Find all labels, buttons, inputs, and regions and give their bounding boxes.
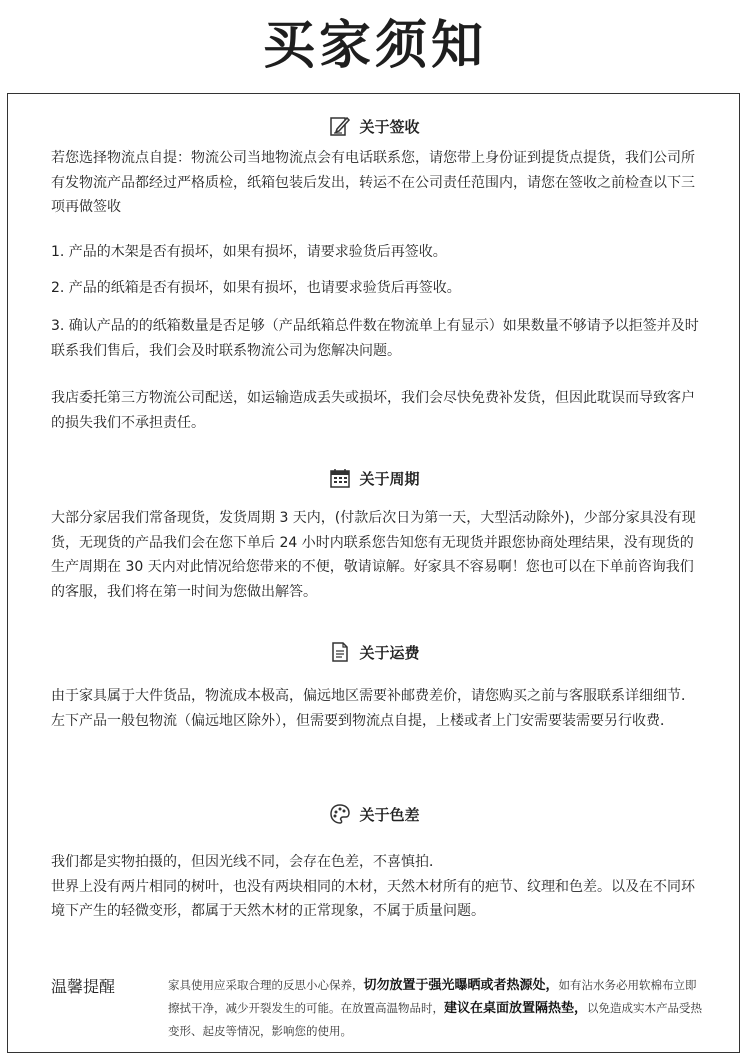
section-heading-receipt (8, 114, 741, 138)
section-title: 关于周期 (359, 469, 420, 488)
list-item (51, 240, 706, 265)
paragraph: 由于家具属于大件货品，物流成本极高，偏远地区需要补邮费差价，请您购买之前与客服联系详细细节．左下产品一般包物流（偏远地区除外），但需要到物流点自提，上楼或者上门安需要装需要另行收费． (51, 688, 695, 729)
paragraph: 若您选择物流点自提：物流公司当地物流点会有电话联系您，请您带上身份证到提货点提货，我们公司所有发物流产品都经过严格质检，纸箱包装后发出，转运不在公司责任范围内，请您在签收之前检查以下三项再做签收 (51, 150, 695, 215)
tip-bold-part: 切勿放置于强光曝晒或者热源处， (363, 978, 559, 993)
tip-text (168, 974, 706, 1042)
section-title: 关于色差 (359, 805, 420, 824)
paragraph: 1. 产品的木架是否有损坏，如果有损坏，请要求验货后再签收。 (51, 244, 447, 260)
notice-box (7, 93, 740, 1053)
list-item (51, 314, 706, 363)
section-body-color (51, 850, 706, 924)
paragraph: 大部分家居我们常备现货，发货周期 3 天内，(付款后次日为第一天，大型活动除外)，少部分家具没有现货，无现货的产品我们会在您下单后 24 小时内联系您告知您有无现货并跟您协商处理结果，没有现货的生产周期在 30 天内对此情况给您带来的不便，敬请谅解。好家具不容易啊！您也可以在下单前咨询我们的客服，我们将在第一时间为您做出解答。 (51, 510, 696, 600)
section-title: 关于签收 (359, 117, 420, 136)
section-heading-cycle (8, 466, 741, 490)
section-body-receipt (51, 146, 706, 220)
paragraph: 世界上没有两片相同的树叶，也没有两块相同的木材，天然木材所有的疤节、纹理和色差。以及在不同环境下产生的轻微变形，都属于天然木材的正常现象，不属于质量问题。 (51, 878, 695, 919)
pen-sign-icon (329, 115, 351, 137)
document-icon (329, 641, 351, 663)
tip-label: 温馨提醒 (51, 977, 116, 996)
tip-bold-part: 建议在桌面放置隔热垫， (444, 1001, 588, 1016)
calendar-icon (329, 467, 351, 489)
tip-text-part: 家具使用应采取合理的反思小心保养， (168, 978, 364, 992)
section-heading-freight (8, 640, 741, 664)
page-title: 买家须知 (262, 16, 487, 76)
paragraph-block (51, 386, 706, 435)
section-body-freight (51, 684, 706, 733)
palette-icon (329, 803, 351, 825)
list-item (51, 276, 706, 301)
paragraph: 我店委托第三方物流公司配送，如运输造成丢失或损坏，我们会尽快免费补发货，但因此耽误而导致客户的损失我们不承担责任。 (51, 390, 695, 431)
tip-text-part: 以免造成实木产品受热变形、起皮等情况，影响您的使用。 (168, 1001, 703, 1038)
section-title: 关于运费 (359, 643, 420, 662)
section-body-cycle (51, 506, 706, 604)
paragraph: 我们都是实物拍摄的，但因光线不同，会存在色差，不喜慎拍． (51, 854, 443, 870)
paragraph: 3. 确认产品的的纸箱数量是否足够（产品纸箱总件数在物流单上有显示）如果数量不够请予以拒签并及时联系我们售后，我们会及时联系物流公司为您解决问题。 (51, 318, 699, 359)
section-heading-color (8, 802, 741, 826)
paragraph: 2. 产品的纸箱是否有损坏，如果有损坏，也请要求验货后再签收。 (51, 280, 461, 296)
tip-text-part: 如有沾水务必用软棉布立即擦拭干净，减少开裂发生的可能。在放置高温物品时， (168, 978, 697, 1015)
